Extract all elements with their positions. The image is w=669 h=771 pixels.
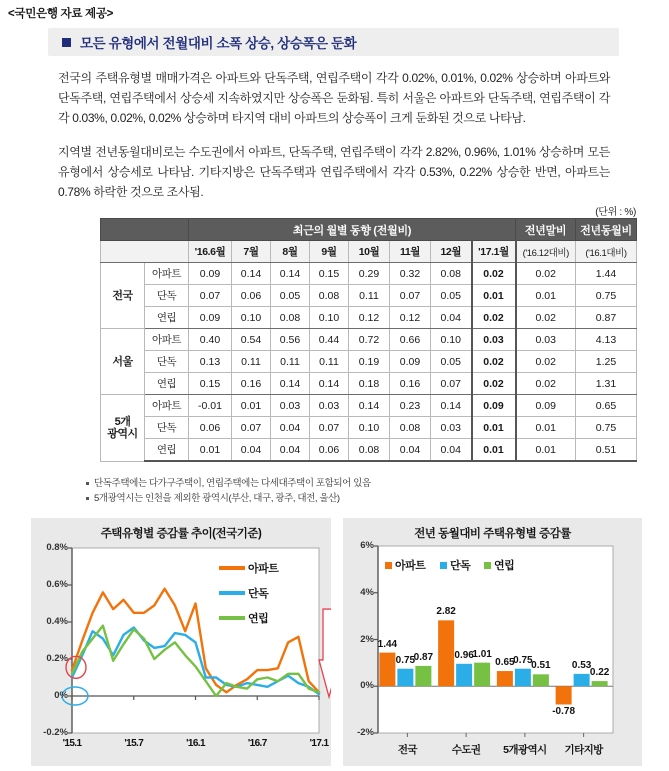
cell-value: 0.14	[310, 373, 349, 395]
legend-label: 아파트	[395, 560, 426, 572]
table-row	[101, 439, 637, 462]
col-2016-10: 10월	[349, 241, 390, 263]
square-bullet-icon	[62, 38, 71, 47]
cell-ytd: 0.01	[516, 417, 576, 439]
table-row	[101, 395, 637, 417]
unit-note: (단위 : %)	[595, 207, 636, 218]
x-axis-tick-label: '15.7	[124, 738, 144, 749]
cell-value: 0.07	[431, 373, 472, 395]
legend-item-아파트[interactable]	[219, 560, 278, 576]
legend-item-아파트[interactable]	[385, 557, 425, 573]
cell-value: 0.72	[349, 329, 390, 351]
header-ytd: 전년말비	[516, 219, 576, 241]
cell-value: 0.44	[310, 329, 349, 351]
bar-전국-단독	[397, 669, 413, 687]
cell-yoy: 0.87	[576, 307, 637, 329]
cell-value: 0.03	[310, 395, 349, 417]
cell-value: 0.03	[271, 395, 310, 417]
bar-chart-title: 전년 동월대비 주택유형별 증감률	[414, 528, 571, 540]
cell-value: 0.08	[390, 417, 431, 439]
line-chart-title: 주택유형별 증감률 추이(전국기준)	[100, 528, 262, 540]
cell-value: 0.10	[431, 329, 472, 351]
y-axis-tick-label: 2%	[360, 633, 374, 645]
header-corner-blank	[101, 219, 189, 241]
cell-yoy: 0.51	[576, 439, 637, 462]
cell-value: 0.03	[472, 329, 516, 351]
paragraph-2: 지역별 전년동월대비로는 수도권에서 아파트, 단독주택, 연립주택이 각각 2.82%, 0.96%, 1.01% 상승하며 모든 유형에서 상승세로 나타남. 기타지방은 단독주택과 연립주택에서 각각 0.53%, 0.22% 상승한 반면, 아파트는 0.78% 하락한 것으로 조사됨.	[58, 145, 610, 199]
footnote-text: 단독주택에는 다가구주택이, 연립주택에는 다세대주택이 포함되어 있음	[94, 478, 371, 489]
cell-value: 0.04	[431, 307, 472, 329]
legend-label: 아파트	[248, 563, 279, 575]
bar-value-label: 0.75	[395, 654, 416, 666]
cell-ytd: 0.01	[516, 285, 576, 307]
bar-value-label: -0.78	[552, 706, 576, 718]
bar-value-label: 1.01	[472, 648, 492, 660]
header-yoy: 전년동월비	[576, 219, 637, 241]
col-2016-08: 8월	[271, 241, 310, 263]
housing-type-label: 연립	[145, 307, 189, 329]
cell-value: 0.09	[189, 307, 232, 329]
cell-ytd: 0.02	[516, 373, 576, 395]
cell-value: 0.01	[232, 395, 271, 417]
cell-value: 0.18	[349, 373, 390, 395]
col-yoy-sub: ('16.1대비)	[576, 241, 637, 263]
cell-value: 0.09	[472, 395, 516, 417]
bar-value-label: 0.87	[413, 651, 434, 663]
table-row	[101, 373, 637, 395]
legend-item-단독[interactable]	[440, 557, 470, 573]
x-axis-category-label: 수도권	[451, 744, 481, 756]
bar-전국-연립	[415, 666, 431, 686]
housing-type-label: 아파트	[145, 329, 189, 351]
y-axis-tick-label: 0.8%	[46, 542, 68, 553]
cell-yoy: 0.75	[576, 285, 637, 307]
cell-ytd: 0.02	[516, 263, 576, 285]
table-header-group-row	[101, 219, 637, 241]
cell-value: 0.14	[271, 373, 310, 395]
cell-value: 0.10	[232, 307, 271, 329]
cell-value: 0.15	[189, 373, 232, 395]
bar-value-label: 0.53	[571, 659, 592, 671]
cell-yoy: 0.75	[576, 417, 637, 439]
cell-value: 0.07	[189, 285, 232, 307]
col-2016-12: 12월	[431, 241, 472, 263]
housing-price-table	[100, 218, 637, 462]
cell-value: 0.02	[472, 307, 516, 329]
x-axis-category-label: 5개광역시	[503, 744, 547, 756]
cell-ytd: 0.02	[516, 351, 576, 373]
bullet-dot-icon	[86, 482, 89, 485]
legend-label: 연립	[248, 613, 269, 625]
cell-value: 0.04	[232, 439, 271, 462]
bar-chart-panel	[343, 518, 642, 766]
cell-value: 0.06	[189, 417, 232, 439]
bar-수도권-단독	[456, 664, 472, 686]
legend-swatch-icon	[219, 566, 245, 570]
cell-value: 0.14	[431, 395, 472, 417]
cell-value: 0.02	[472, 351, 516, 373]
cell-value: 0.10	[349, 417, 390, 439]
body-copy	[58, 68, 610, 216]
paragraph-1: 전국의 주택유형별 매매가격은 아파트와 단독주택, 연립주택이 각각 0.02%, 0.01%, 0.02% 상승하며 아파트와 단독주택, 연립주택에서 상승세 지속하였지만 상승폭은 둔화됨. 특히 서울은 아파트와 단독주택, 연립주택이 각각 0.03%, 0.02%, 0.02% 상승하며 타지역 대비 아파트의 상승폭이 크게 둔화된 것으로 나타남.	[58, 71, 610, 125]
cell-yoy: 1.44	[576, 263, 637, 285]
cell-value: 0.06	[310, 439, 349, 462]
table-row	[101, 329, 637, 351]
col-2016-11: 11월	[390, 241, 431, 263]
footnote-text: 5개광역시는 인천을 제외한 광역시(부산, 대구, 광주, 대전, 울산)	[94, 493, 340, 504]
col-ytd-sub: ('16.12대비)	[516, 241, 576, 263]
cell-value: 0.05	[271, 285, 310, 307]
cell-value: 0.16	[390, 373, 431, 395]
cell-value: 0.08	[271, 307, 310, 329]
cell-yoy: 0.65	[576, 395, 637, 417]
line-chart-panel	[31, 518, 331, 766]
table-row	[101, 417, 637, 439]
cell-value: 0.15	[310, 263, 349, 285]
cell-value: 0.12	[390, 307, 431, 329]
bar-기타지방-아파트	[556, 686, 572, 704]
table-row	[101, 285, 637, 307]
cell-value: 0.01	[472, 439, 516, 462]
cell-value: 0.11	[232, 351, 271, 373]
legend-label: 단독	[450, 560, 471, 572]
legend-swatch-icon	[219, 591, 245, 595]
bar-5개광역시-아파트	[497, 671, 513, 686]
y-axis-tick-label: 0.4%	[46, 616, 68, 627]
cell-value: 0.19	[349, 351, 390, 373]
col-2016-06: '16.6월	[189, 241, 232, 263]
y-axis-tick-label: 0.2%	[46, 653, 68, 664]
bullet-dot-icon	[86, 497, 89, 500]
y-axis-tick-label: 0%	[54, 690, 68, 701]
cell-value: 0.66	[390, 329, 431, 351]
line-chart-svg	[31, 518, 331, 766]
cell-value: 0.56	[271, 329, 310, 351]
cell-value: 0.08	[310, 285, 349, 307]
cell-value: 0.08	[349, 439, 390, 462]
y-axis-tick-label: 4%	[360, 586, 374, 598]
headline-text: 모든 유형에서 전월대비 소폭 상승, 상승폭은 둔화	[80, 36, 357, 51]
bar-기타지방-연립	[592, 681, 608, 686]
cell-value: 0.23	[390, 395, 431, 417]
col-2017-01: '17.1월	[472, 241, 516, 263]
cell-value: 0.54	[232, 329, 271, 351]
cell-ytd: 0.02	[516, 307, 576, 329]
x-axis-category-label: 기타지방	[564, 744, 603, 756]
housing-type-label: 아파트	[145, 395, 189, 417]
cell-ytd: 0.01	[516, 439, 576, 462]
cell-value: 0.04	[390, 439, 431, 462]
down-arrow-annotation-icon	[319, 609, 331, 697]
cell-value: 0.32	[390, 263, 431, 285]
bar-5개광역시-단독	[515, 669, 531, 687]
y-axis-tick-label: -0.2%	[43, 727, 68, 738]
headline-banner	[48, 28, 619, 56]
bar-value-label: 0.22	[589, 667, 610, 679]
cell-value: 0.16	[232, 373, 271, 395]
table-row	[101, 307, 637, 329]
x-axis-tick-label: '17.1	[309, 738, 329, 749]
table-body	[101, 263, 637, 462]
cell-value: 0.02	[472, 373, 516, 395]
cell-value: 0.04	[271, 417, 310, 439]
cell-value: 0.01	[472, 417, 516, 439]
footnote-item	[86, 491, 371, 506]
y-axis-tick-label: -2%	[357, 727, 374, 738]
housing-type-label: 단독	[145, 351, 189, 373]
cell-ytd: 0.03	[516, 329, 576, 351]
y-axis-tick-label: 0%	[360, 680, 374, 692]
cell-value: 0.09	[390, 351, 431, 373]
bar-value-label: 0.96	[454, 649, 474, 661]
charts-row	[31, 518, 642, 766]
col-2016-09: 9월	[310, 241, 349, 263]
legend-item-연립[interactable]	[484, 557, 514, 573]
header-monthly-trend: 최근의 월별 동향 (전월비)	[189, 219, 516, 241]
housing-price-table-wrapper	[100, 218, 636, 462]
region-label-1: 서울	[101, 329, 145, 395]
legend-label: 연립	[494, 560, 515, 572]
legend-swatch-icon	[484, 562, 491, 569]
legend-swatch-icon	[440, 562, 447, 569]
cell-value: 0.01	[472, 285, 516, 307]
cell-value: 0.14	[349, 395, 390, 417]
cell-value: 0.11	[271, 351, 310, 373]
cell-value: 0.07	[310, 417, 349, 439]
legend-item-연립[interactable]	[219, 610, 268, 626]
cell-ytd: 0.09	[516, 395, 576, 417]
cell-value: 0.02	[472, 263, 516, 285]
cell-value: 0.29	[349, 263, 390, 285]
region-label-2: 5개 광역시	[101, 395, 145, 462]
cell-value: 0.01	[189, 439, 232, 462]
cell-value: 0.04	[431, 439, 472, 462]
col-2016-07: 7월	[232, 241, 271, 263]
housing-type-label: 단독	[145, 285, 189, 307]
source-provider-line: <국민은행 자료 제공>	[8, 8, 114, 20]
cell-yoy: 1.25	[576, 351, 637, 373]
y-axis-tick-label: 0.6%	[46, 579, 68, 590]
cell-value: 0.40	[189, 329, 232, 351]
bar-value-label: 0.51	[531, 660, 551, 672]
table-footnotes	[86, 476, 371, 506]
housing-type-label: 연립	[145, 373, 189, 395]
y-axis-tick-label: 6%	[360, 540, 374, 551]
legend-swatch-icon	[219, 616, 245, 620]
cell-value: 0.08	[431, 263, 472, 285]
x-axis-tick-label: '16.7	[247, 738, 267, 749]
housing-type-label: 연립	[145, 439, 189, 462]
cell-value: 0.04	[271, 439, 310, 462]
x-axis-tick-label: '15.1	[62, 738, 82, 749]
table-row	[101, 351, 637, 373]
subheader-blank	[101, 241, 189, 263]
table-row	[101, 263, 637, 285]
cell-value: 0.13	[189, 351, 232, 373]
cell-value: 0.05	[431, 351, 472, 373]
bar-value-label: 1.44	[377, 638, 398, 650]
legend-item-단독[interactable]	[219, 585, 268, 601]
cell-value: 0.14	[271, 263, 310, 285]
bar-value-label: 2.82	[436, 606, 456, 618]
legend-swatch-icon	[385, 562, 392, 569]
cell-value: 0.05	[431, 285, 472, 307]
bar-5개광역시-연립	[533, 674, 549, 686]
cell-value: 0.11	[310, 351, 349, 373]
cell-value: 0.03	[431, 417, 472, 439]
cell-value: 0.07	[390, 285, 431, 307]
housing-type-label: 단독	[145, 417, 189, 439]
legend-label: 단독	[248, 588, 269, 600]
housing-type-label: 아파트	[145, 263, 189, 285]
cell-value: -0.01	[189, 395, 232, 417]
cell-yoy: 1.31	[576, 373, 637, 395]
bar-value-label: 0.75	[513, 654, 533, 666]
cell-value: 0.10	[310, 307, 349, 329]
x-axis-tick-label: '16.1	[186, 738, 205, 749]
cell-value: 0.07	[232, 417, 271, 439]
footnote-item	[86, 476, 371, 491]
cell-value: 0.12	[349, 307, 390, 329]
region-label-0: 전국	[101, 263, 145, 329]
cell-value: 0.06	[232, 285, 271, 307]
cell-value: 0.14	[232, 263, 271, 285]
cell-yoy: 4.13	[576, 329, 637, 351]
bar-value-label: 0.65	[495, 657, 515, 669]
cell-value: 0.11	[349, 285, 390, 307]
x-axis-category-label: 전국	[397, 744, 417, 756]
cell-value: 0.09	[189, 263, 232, 285]
table-header-sub-row	[101, 241, 637, 263]
